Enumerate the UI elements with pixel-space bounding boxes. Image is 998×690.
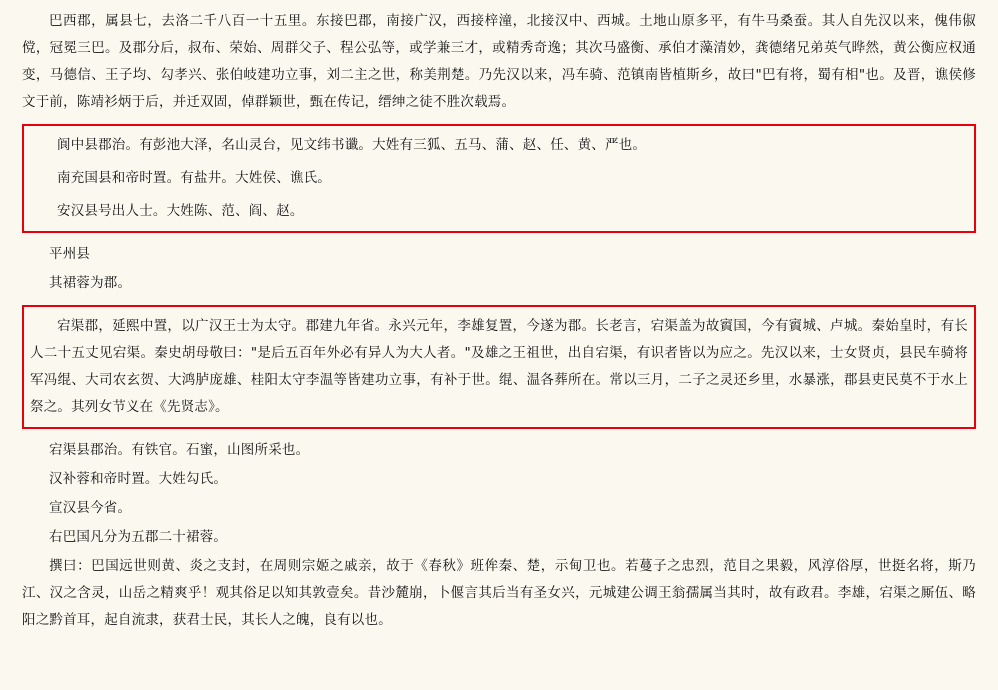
highlight-box-counties (22, 124, 976, 233)
highlight-box-dangqu (22, 305, 976, 429)
paragraph: 南充国县和帝时置。有盐井。大姓侯、谯氏。 (57, 170, 331, 186)
top-text-block (22, 8, 976, 116)
document-body (22, 8, 976, 634)
paragraph: 宕渠郡，延熙中置，以广汉王士为太守。郡建九年省。永兴元年，李雄复置，今遂为郡。长老言，宕渠盖为故賨国，今有賨城、卢城。秦始皇时，有长人二十五丈见宕渠。秦史胡母敬曰："是后五百年外必有异人为大人者。"及雄之王祖世，出自宕渠，有识者皆以为应之。先汉以来，士女贤贞，县民车骑将军冯绲、大司农玄贺、大鸿胪庞雄、桂阳太守李温等皆建功立事，有补于世。绲、温各葬所在。常以三月，二子之灵还乡里，水暴涨，郡县吏民莫不于水上祭之。其列女节义在《先贤志》。 (30, 318, 968, 415)
middle-text-block (22, 241, 976, 297)
paragraph: 宣汉县今省。 (49, 500, 132, 516)
paragraph: 其裙蓉为郡。 (49, 275, 132, 291)
paragraph: 右巴国凡分为五郡二十裙蓉。 (49, 529, 228, 545)
paragraph: 安汉县号出人士。大姓陈、范、阎、赵。 (57, 203, 304, 219)
paragraph: 汉补蓉和帝时置。大姓勾氏。 (49, 471, 228, 487)
paragraph: 撰曰：巴国远世则黄、炎之支封，在周则宗姬之戚亲，故于《春秋》班侔秦、楚，示甸卫也。若蔓子之忠烈，范目之果毅，风淳俗厚，世挺名将，斯乃江、汉之含灵，山岳之精爽乎！观其俗足以知其敦壹矣。昔沙麓崩，卜偃言其后当有圣女兴，元城建公调王翁孺属当其时，故有政君。李雄，宕渠之厮伍、略阳之黔首耳，起自流隶，获君士民，其长人之魄，良有以也。 (22, 558, 976, 628)
paragraph: 宕渠县郡治。有铁官。石蜜，山图所采也。 (49, 442, 310, 458)
paragraph: 巴西郡，属县七，去洛二千八百一十五里。东接巴郡，南接广汉，西接梓潼，北接汉中、西城。土地山原多平，有牛马桑蚕。其人自先汉以来，傀伟俶傥，冠冕三巴。及郡分后，叔布、荣始、周群父子、程公弘等，或学兼三才，或精秀奇逸；其次马盛衡、承伯才藻清妙，龚德绪兄弟英气晔然，黄公衡应权通变，马德信、王子均、勾孝兴、张伯岐建功立事，刘二主之世，称美荆楚。乃先汉以来，冯车骑、范镇南皆植斯乡，故曰"巴有将，蜀有相"也。及晋，谯侯修文于前，陈靖衫炳于后，并迁双固，倬群颖世，甄在传记，缙绅之徒不胜次载焉。 (22, 13, 976, 110)
paragraph: 阆中县郡治。有彭池大泽，名山灵台，见文纬书谶。大姓有三狐、五马、蒲、赵、任、黄、严也。 (57, 137, 647, 153)
paragraph: 平州县 (49, 246, 91, 262)
bottom-text-block (22, 437, 976, 634)
